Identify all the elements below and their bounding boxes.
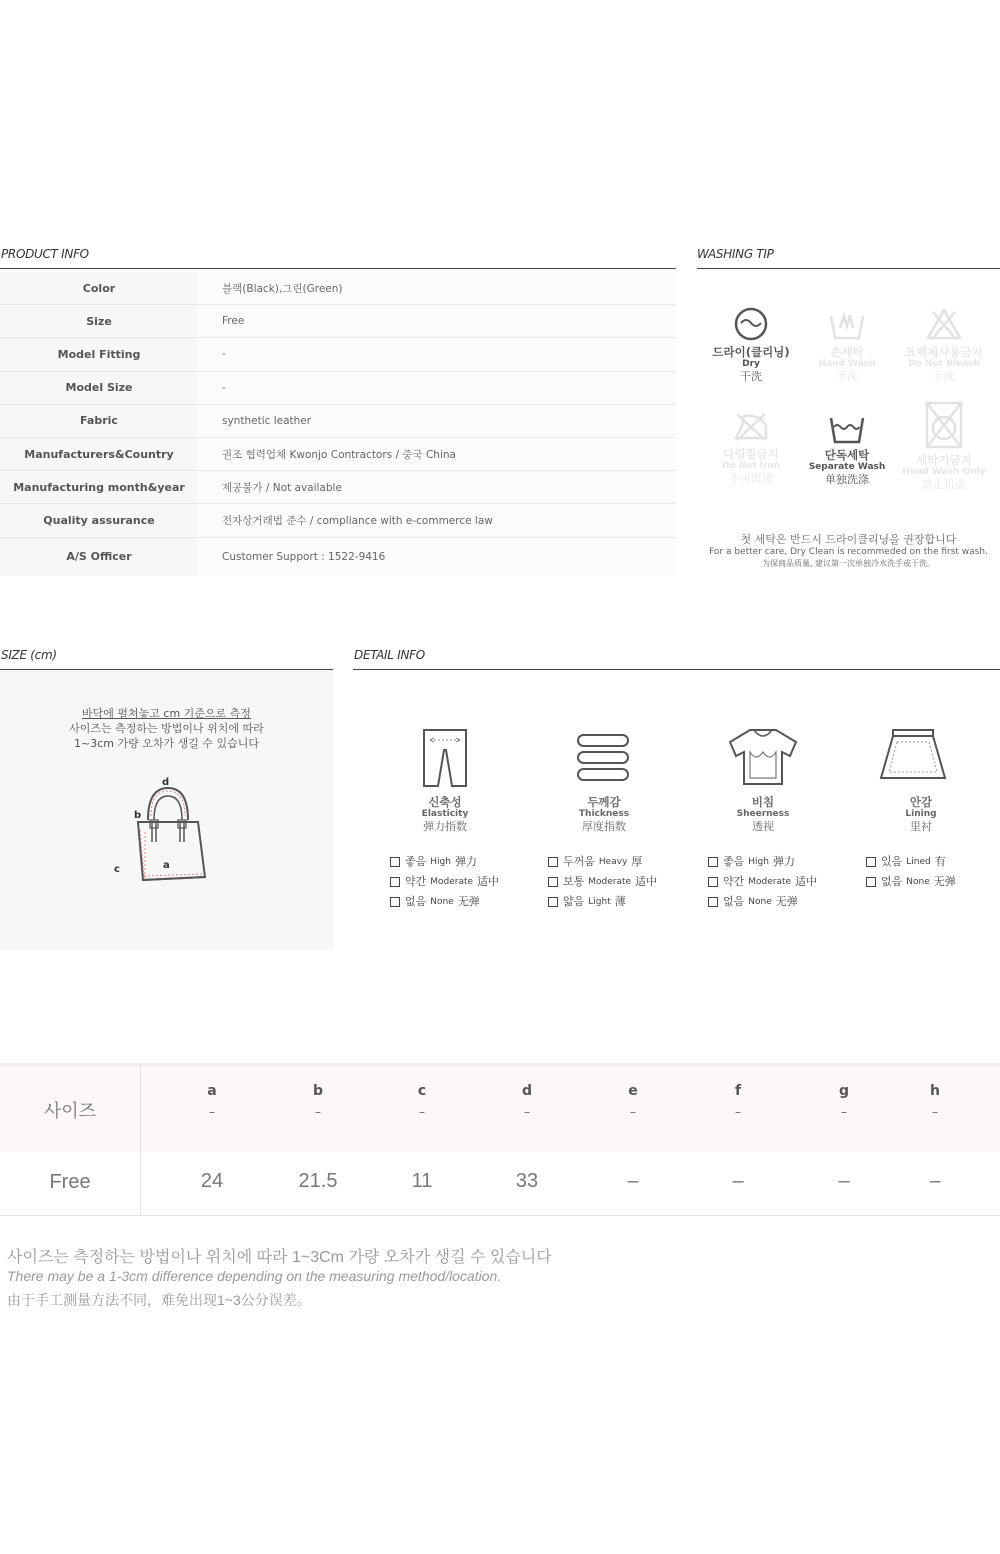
- detail-option[interactable]: [866, 872, 956, 892]
- size-table-row-label: Free: [49, 1171, 91, 1193]
- product-info-value: 전자상거래법 준수 / compliance with e-commerce law: [198, 504, 676, 536]
- option-label-cn: 适中: [477, 875, 500, 888]
- separate-wash-icon: [828, 415, 866, 445]
- size-col-mark: –: [630, 1105, 636, 1119]
- no-machine-wash-icon: [923, 400, 965, 450]
- product-info-label: Manufacturing month&year: [0, 471, 198, 503]
- option-label-ko: 있음: [881, 855, 903, 868]
- pants-icon: [420, 728, 470, 788]
- option-label-en: High: [430, 857, 451, 867]
- detail-option[interactable]: [708, 892, 798, 912]
- detail-header-ko: 두께감: [587, 795, 621, 809]
- product-info-label: Color: [0, 272, 198, 304]
- bag-label-d: d: [162, 777, 170, 788]
- product-info-row: [0, 471, 676, 504]
- detail-col-elasticity: [388, 728, 548, 788]
- detail-info-divider: [353, 669, 1000, 670]
- detail-option[interactable]: [548, 892, 626, 912]
- size-col-mark: –: [524, 1105, 530, 1119]
- size-col-value: 33: [515, 1170, 539, 1192]
- option-label-ko: 없음: [881, 875, 903, 888]
- wash-item-hand-wash: [797, 306, 897, 383]
- option-checkbox[interactable]: [866, 877, 876, 887]
- option-label-en: High: [748, 857, 769, 867]
- detail-option[interactable]: [548, 872, 657, 892]
- option-label-cn: 适中: [635, 875, 658, 888]
- wash-label-cn: 手洗: [933, 370, 955, 383]
- option-label-en: Moderate: [430, 877, 474, 887]
- option-checkbox[interactable]: [548, 897, 558, 907]
- option-label-en: Lined: [906, 857, 931, 867]
- layers-icon: [576, 733, 630, 783]
- detail-header-ko: 신축성: [428, 795, 462, 809]
- wash-label-ko: 손세탁: [830, 345, 864, 359]
- product-info-row: [0, 305, 676, 338]
- washing-note: [697, 534, 1000, 570]
- option-checkbox[interactable]: [548, 857, 558, 867]
- size-table: [0, 1063, 1000, 1216]
- detail-option[interactable]: [708, 872, 817, 892]
- option-checkbox[interactable]: [708, 897, 718, 907]
- product-info-value: synthetic leather: [198, 405, 676, 437]
- product-info-label: Quality assurance: [0, 504, 198, 536]
- detail-header-ko: 안감: [909, 795, 933, 809]
- detail-header-cn: 弹力指数: [423, 820, 467, 833]
- size-col-value: –: [929, 1170, 941, 1192]
- size-col-key: g: [838, 1083, 850, 1099]
- size-note-line1: 바닥에 펼쳐놓고 cm 기준으로 측정: [82, 707, 251, 720]
- size-title: SIZE (cm): [1, 648, 57, 662]
- product-info-table: [0, 272, 676, 576]
- wash-label-en: Separate Wash: [808, 462, 886, 472]
- option-label-ko: 두꺼움: [563, 855, 595, 868]
- product-info-label: Model Fitting: [0, 338, 198, 370]
- option-label-ko: 좋음: [723, 855, 745, 868]
- footer-note-en: There may be a 1-3cm difference depending on the measuring method/location.: [7, 1268, 502, 1284]
- size-col-value: –: [732, 1170, 744, 1192]
- detail-header-en: Thickness: [578, 809, 630, 819]
- footer-note-cn: 由于手工测量方法不同，难免出现1~3公分误差。: [7, 1292, 311, 1308]
- size-col-value: –: [627, 1170, 639, 1192]
- option-label-en: Light: [588, 897, 611, 907]
- size-col-value: 11: [411, 1170, 433, 1192]
- product-info-title: PRODUCT INFO: [1, 247, 89, 261]
- option-label-cn: 无弹: [457, 895, 480, 908]
- size-col-value: 24: [200, 1170, 224, 1192]
- wash-label-cn: 干洗: [740, 370, 762, 383]
- footer-note-ko: 사이즈는 측정하는 방법이나 위치에 따라 1~3Cm 가량 오차가 생길 수 있습니다: [7, 1249, 552, 1266]
- detail-col-lining: [864, 728, 1000, 782]
- detail-header-cn: 厚度指数: [582, 820, 626, 833]
- wash-label-cn: 手洗: [836, 370, 858, 383]
- product-info-row: [0, 504, 676, 537]
- option-label-en: Heavy: [598, 857, 628, 867]
- detail-option[interactable]: [548, 852, 642, 872]
- skirt-icon: [879, 728, 947, 782]
- size-col-key: f: [734, 1083, 742, 1099]
- wash-item-dry: [701, 306, 801, 383]
- option-label-en: Moderate: [588, 877, 632, 887]
- detail-header: [388, 796, 502, 833]
- product-info-value: 권조 협력업체 Kwonjo Contractors / 중국 China: [198, 438, 676, 470]
- hand-wash-icon: [828, 306, 866, 342]
- size-col-mark: –: [209, 1105, 215, 1119]
- option-checkbox[interactable]: [390, 897, 400, 907]
- detail-header-cn: 透视: [752, 820, 774, 833]
- size-col-key: a: [207, 1083, 217, 1099]
- option-checkbox[interactable]: [548, 877, 558, 887]
- option-label-en: None: [430, 897, 454, 907]
- size-col-mark: –: [419, 1105, 425, 1119]
- option-label-cn: 无弹: [775, 895, 798, 908]
- wash-item-no-iron: [701, 408, 801, 485]
- detail-option[interactable]: [708, 852, 795, 872]
- size-table-header-label: 사이즈: [43, 1101, 97, 1121]
- detail-header: [706, 796, 820, 833]
- option-label-ko: 약간: [405, 875, 427, 888]
- option-label-cn: 弹力: [772, 855, 795, 868]
- wash-label-en: Dry: [742, 359, 760, 369]
- option-label-cn: 适中: [795, 875, 818, 888]
- detail-option[interactable]: [390, 892, 480, 912]
- dry-clean-icon: [733, 306, 769, 342]
- wash-label-en: Do Not Iron: [721, 461, 781, 471]
- wash-item-separate-wash: [797, 415, 897, 486]
- size-col-mark: –: [735, 1105, 741, 1119]
- detail-info-title: DETAIL INFO: [354, 648, 425, 662]
- size-panel: [0, 670, 333, 950]
- wash-label-en: Hand Wash: [818, 359, 876, 369]
- bag-label-b: b: [134, 810, 142, 821]
- wash-label-ko: 드라이(클리닝): [712, 345, 790, 359]
- product-info-value: -: [198, 338, 676, 370]
- option-label-ko: 약간: [723, 875, 745, 888]
- option-checkbox[interactable]: [708, 877, 718, 887]
- option-label-ko: 좋음: [405, 855, 427, 868]
- washing-note-cn: 为保商品质量, 建议第一次单独冷水洗手或干洗。: [761, 559, 936, 568]
- shirt-icon: [728, 728, 798, 786]
- option-label-ko: 얇음: [563, 895, 585, 908]
- product-info-row: [0, 438, 676, 471]
- detail-header-en: Sheerness: [736, 809, 790, 819]
- option-checkbox[interactable]: [708, 857, 718, 867]
- bag-diagram: [108, 772, 228, 892]
- washing-tip-title: WASHING TIP: [697, 247, 774, 261]
- wash-label-ko: 다림질금지: [723, 447, 779, 461]
- option-label-cn: 薄: [614, 895, 626, 908]
- wash-label-ko: 단독세탁: [824, 448, 870, 462]
- product-info-divider: [0, 268, 676, 269]
- size-note-line2: 사이즈는 측정하는 방법이나 위치에 따라: [69, 722, 264, 735]
- wash-label-ko: 표백제사용금지: [905, 345, 983, 359]
- washing-note-en: For a better care, Dry Clean is recommeded on the first wash.: [709, 547, 988, 557]
- option-checkbox[interactable]: [390, 857, 400, 867]
- detail-header-en: Lining: [905, 809, 937, 819]
- detail-option[interactable]: [390, 872, 499, 892]
- product-info-value: Free: [198, 305, 676, 337]
- option-label-cn: 无弹: [933, 875, 956, 888]
- product-info-label: Fabric: [0, 405, 198, 437]
- size-col-key: e: [628, 1083, 638, 1099]
- wash-label-cn: 单独洗涤: [825, 473, 869, 486]
- product-info-value: -: [198, 372, 676, 404]
- size-col-value: –: [838, 1170, 850, 1192]
- wash-label-cn: 不可熨烫: [729, 472, 773, 485]
- detail-col-thickness: [546, 733, 706, 783]
- detail-header: [547, 796, 661, 833]
- product-info-label: Size: [0, 305, 198, 337]
- option-label-ko: 보통: [563, 875, 585, 888]
- detail-col-sheerness: [706, 728, 866, 786]
- product-info-row: [0, 372, 676, 405]
- size-col-key: d: [521, 1083, 533, 1099]
- washing-tip-divider: [697, 268, 1000, 269]
- bag-label-c: c: [114, 864, 120, 875]
- product-info-value: 블랙(Black),그린(Green): [198, 272, 676, 304]
- size-col-key: c: [417, 1083, 427, 1099]
- product-info-row: [0, 272, 676, 305]
- option-label-en: Moderate: [748, 877, 792, 887]
- wash-item-no-bleach: [894, 306, 994, 383]
- product-info-row: [0, 338, 676, 371]
- wash-label-en: Hand Wash Only: [902, 467, 986, 477]
- detail-option[interactable]: [866, 852, 946, 872]
- option-label-ko: 없음: [723, 895, 745, 908]
- detail-header-ko: 비침: [751, 795, 775, 809]
- option-label-en: None: [748, 897, 772, 907]
- product-info-value: Customer Support : 1522-9416: [198, 538, 676, 576]
- wash-label-en: Do Not Bleach: [908, 359, 980, 369]
- product-info-label: Model Size: [0, 372, 198, 404]
- no-bleach-icon: [925, 306, 963, 342]
- product-info-value: 제공불가 / Not available: [198, 471, 676, 503]
- size-col-mark: –: [315, 1105, 321, 1119]
- size-col-mark: –: [932, 1105, 938, 1119]
- detail-header-cn: 里衬: [910, 820, 932, 833]
- product-info-label: A/S Officer: [0, 538, 198, 576]
- option-label-ko: 없음: [405, 895, 427, 908]
- product-info-row: [0, 538, 676, 576]
- option-checkbox[interactable]: [866, 857, 876, 867]
- option-label-cn: 有: [934, 855, 946, 868]
- option-label-cn: 弹力: [454, 855, 477, 868]
- detail-option[interactable]: [390, 852, 477, 872]
- size-col-key: h: [930, 1083, 940, 1099]
- option-label-cn: 厚: [631, 855, 643, 868]
- option-checkbox[interactable]: [390, 877, 400, 887]
- size-col-key: b: [312, 1083, 324, 1099]
- detail-header: [864, 796, 978, 833]
- size-table-divider: [140, 1066, 141, 1215]
- wash-item-no-machine-wash: [894, 400, 994, 491]
- wash-label-ko: 세탁기금지: [916, 453, 972, 467]
- bag-label-a: a: [163, 860, 170, 871]
- wash-label-cn: 禁止机洗: [922, 478, 966, 491]
- product-info-row: [0, 405, 676, 438]
- washing-note-ko: 첫 세탁은 반드시 드라이클리닝을 권장합니다: [740, 533, 957, 546]
- detail-header-en: Elasticity: [421, 809, 469, 819]
- size-col-value: 21.5: [298, 1170, 338, 1192]
- no-iron-icon: [732, 408, 770, 444]
- size-table-bottom-border: [0, 1215, 1000, 1216]
- size-note-line3: 1~3cm 가량 오차가 생길 수 있습니다: [74, 737, 259, 750]
- size-col-mark: –: [841, 1105, 847, 1119]
- option-label-en: None: [906, 877, 930, 887]
- product-info-label: Manufacturers&Country: [0, 438, 198, 470]
- size-note: [0, 706, 333, 751]
